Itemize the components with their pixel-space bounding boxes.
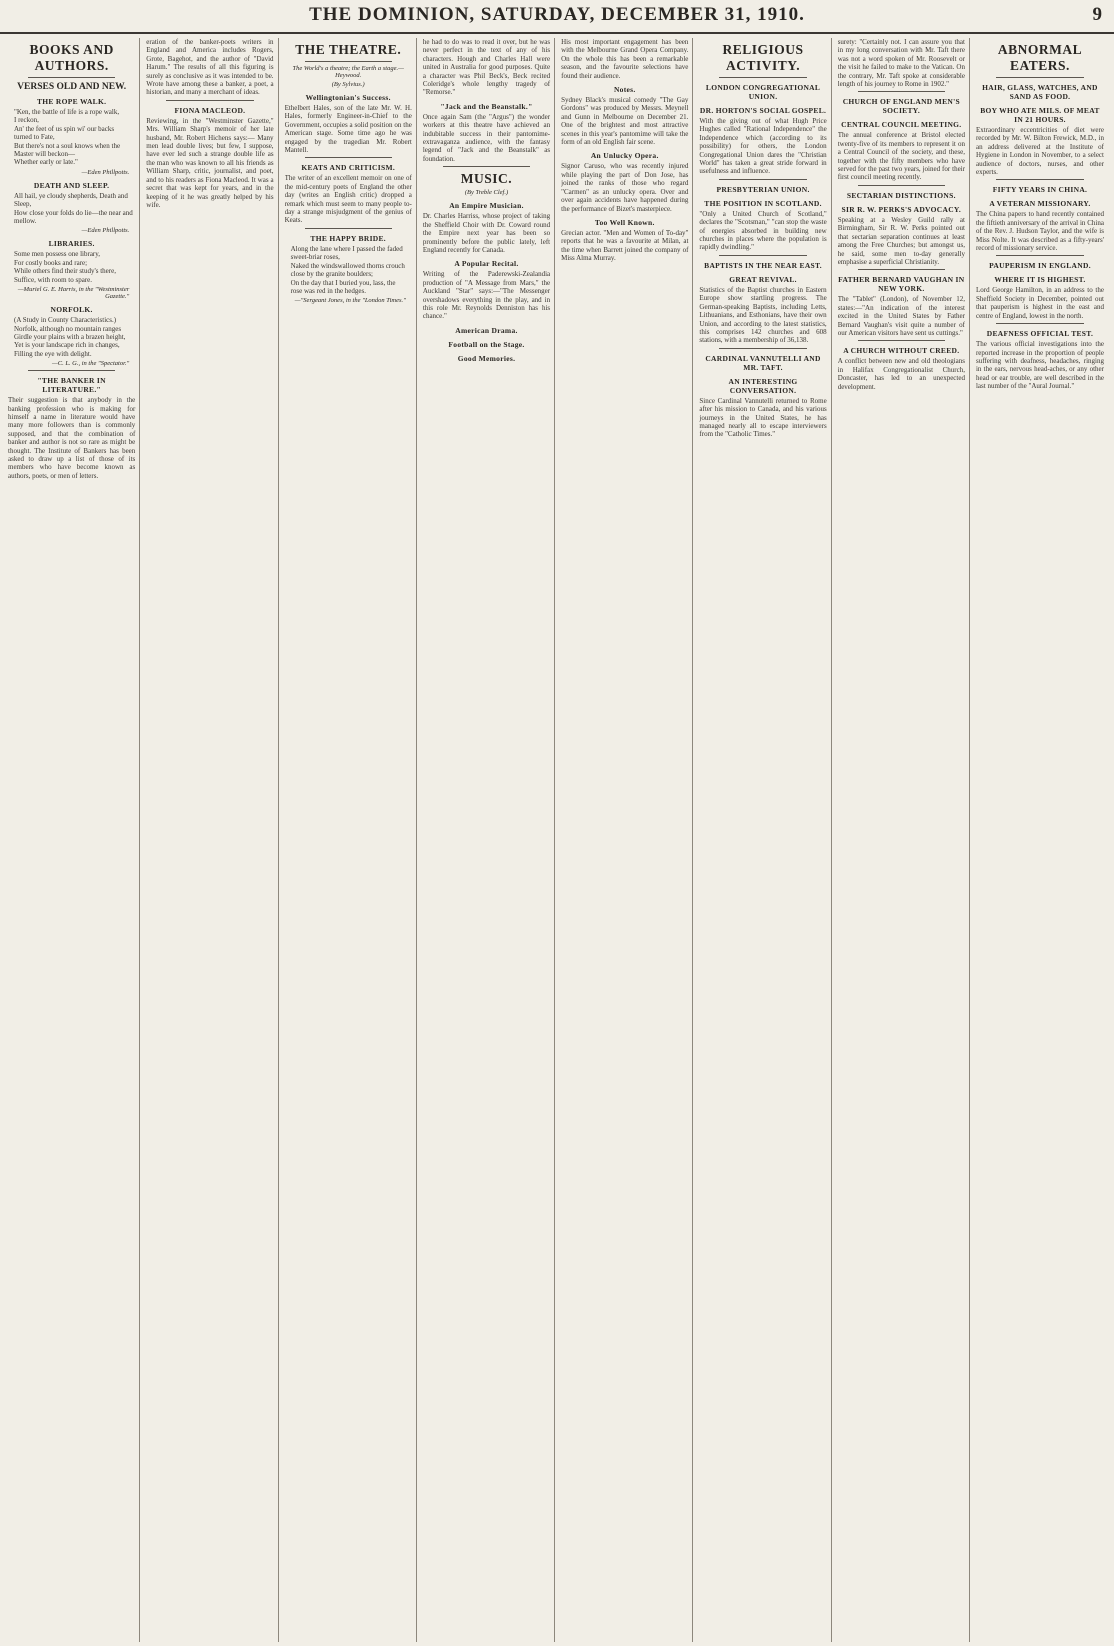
article-text: Their suggestion is that anybody in the banking profession who is making for himself a name in literature would have many more followers than is commonly supposed, and that the combination of banker and author is not so rare as might be thought. The Institute of Bankers has been asked to draw up a list of those of its members who have become known as authors, poets, or men of letters. xyxy=(8,396,136,480)
article-heading: KEATS AND CRITICISM. xyxy=(301,163,395,173)
article-heading: An Unlucky Opera. xyxy=(590,151,659,161)
section-heading: ABNORMAL EATERS. xyxy=(997,42,1083,73)
article-text: Grecian actor. "Men and Women of To-day" reports that he was a favourite at Milan, at the time when Barrett joined the company of Miss Alma Murray. xyxy=(561,228,689,263)
divider xyxy=(858,91,945,92)
article-heading: A CHURCH WITHOUT CREED. xyxy=(843,346,960,356)
article-subheading: DR. HORTON'S SOCIAL GOSPEL. xyxy=(699,106,827,115)
article-text: His most important engagement has been with the Melbourne Grand Opera Company. On the whole this has been a remarkable season, and the favourite selections have found their audience. xyxy=(561,38,689,80)
subheading: VERSES OLD AND NEW. xyxy=(17,82,127,92)
article-text: Signor Caruso, who was recently injured while playing the part of Don Jose, has joined the ranks of those who regard "Carmen" as an unlucky opera. Over and over again accidents have happened during the performance of Bizet's masterpiece. xyxy=(561,162,689,213)
column-theatre xyxy=(285,38,417,1642)
article-subheading: SIR R. W. PERKS'S ADVOCACY. xyxy=(841,204,962,214)
article-text: Once again Sam (the "Argus") the wonder workers at this theatre have achieved an indubitable success in their pantomime-extravaganza audience, with the fantasy legend of "Jack and the Beanstalk" as foundation. xyxy=(422,112,551,163)
divider xyxy=(858,185,945,186)
article-text: Since Cardinal Vannutelli returned to Rome after his mission to Canada, and his various journeys in the United States, he has managed nearly all to escape interviewers from the "Catholic Times." xyxy=(699,396,827,439)
column-theatre-music xyxy=(423,38,555,1642)
article-heading: Notes. xyxy=(613,85,636,95)
masthead xyxy=(0,4,1114,34)
section-heading: MUSIC. xyxy=(460,171,513,187)
divider xyxy=(28,77,115,78)
article-text: "Only a United Church of Scotland," declares the "Scotsman," "can stop the waste of energies absorbed in building new churches in places where the population is rapidly dwindling." xyxy=(699,209,827,252)
poem-title: DEATH AND SLEEP. xyxy=(33,180,110,190)
article-subheading: AN INTERESTING CONVERSATION. xyxy=(728,376,798,395)
article-text: The China papers to hand recently contained the fiftieth anniversary of the arrival in China of the Rev. J. Hudson Taylor, and the wife is Miss Nolte. It was described as a fifty-years' record of missionary service. xyxy=(975,210,1104,253)
section-heading: RELIGIOUS ACTIVITY. xyxy=(722,42,804,73)
article-text: Statistics of the Baptist churches in Eastern Europe show startling progress. The German-speaking Baptists, including Letts, Lithuanians, and Esthonians, have their own Union, and according to the latest statistics, this comprises 142 churches and 608 stations, with a membership of 36,138. xyxy=(699,285,827,345)
divider xyxy=(305,157,392,158)
section-motto: The World's a theatre; the Earth a stage.—Heywood. xyxy=(292,65,404,79)
article-text: The various official investigations into the reported increase in the proportion of people suffering with deafness, headaches, ringing in the ears, nervous head-aches, or any other head or ear trouble, are well described in the last number of the "Aural Journal." xyxy=(975,340,1104,391)
article-heading: PRESBYTERIAN UNION. xyxy=(716,184,810,194)
article-text: he had to do was to read it over, but he was never perfect in the text of any of his characters. Hough and Charles Hall were united in Australia for good purposes. Quite a character was Phil Beck's, Beck recited Coleridge's whole lengthy tragedy of "Remorse." xyxy=(422,38,551,97)
article-text: A conflict between new and old theologians in Halifax Congregationalist Church, Doncaster, has led to an unexpected development. xyxy=(837,357,965,391)
article-heading: Too Well Known. xyxy=(594,217,655,227)
column-religious-activity xyxy=(699,38,831,1642)
poem-author: —"Sergeant Jones, in the "London Times." xyxy=(294,297,406,305)
article-text: Lord George Hamilton, in an address to the Sheffield Society in December, pointed out that pauperism is highest in the east and centre of England, lowest in the north. xyxy=(975,286,1104,320)
divider xyxy=(719,179,806,180)
divider xyxy=(305,61,392,62)
divider xyxy=(858,269,945,270)
article-text: Sydney Black's musical comedy "The Gay Gordons" was produced by Messrs. Meynell and Gunn in Melbourne on December 21. One of the brightest and most attractive scenes in this year's pantomime will take the form of an old English fair scene. xyxy=(561,96,689,147)
divider xyxy=(996,77,1084,78)
poem: Along the lane where I passed the faded sweet-briar roses, Naked the windswallowed thorns crouch close by the granite boulders; On the day that I buried you, lass, the rose was red in the hedges. xyxy=(290,244,405,295)
poem-author: —C. L. G., in the "Spectator." xyxy=(51,360,130,368)
article-text: With the giving out of what Hugh Price Hughes called "Rational Independence" the Independence which (according to its possibility) for others, the London Congregational Union dares the "Christian World" has taken a great stride forward in usefulness and influence. xyxy=(699,117,827,176)
poem: All hail, ye cloudy shepherds, Death and Sleep, How close your folds do lie—the near and mellow. xyxy=(14,191,133,226)
column-church-news xyxy=(838,38,970,1642)
divider xyxy=(305,228,392,229)
article-text: Speaking at a Wesley Guild rally at Birmingham, Sir R. W. Perks pointed out that sectarian separation continues at least among the Free Churches; but amongst us, he said, some men to-day generally emphasise a superficial Christianity. xyxy=(837,215,965,266)
divider xyxy=(996,255,1084,256)
poem-title: NORFOLK. xyxy=(50,305,93,315)
poem: "Ken, the battle of life is a rope walk, I reckon, An' the feet of us spin wi' our backs turned to Fate, But there's not a soul knows when the Master will beckon— Whether early or late." xyxy=(14,108,121,167)
article-text: Ethelbert Hales, son of the late Mr. W. H. Hales, formerly Engineer-in-Chief to the Government, occupies a solid position on the American stage. Some time ago he was engaged by the tragedian Mr. Robert Mantell. xyxy=(284,104,412,155)
columns xyxy=(8,38,1108,1642)
article-heading: FIONA MACLEOD. xyxy=(174,105,246,115)
article-heading: Wellingtonian's Success. xyxy=(305,93,391,102)
article-subheading: CENTRAL COUNCIL MEETING. xyxy=(841,120,962,130)
article-heading: FATHER BERNARD VAUGHAN IN NEW YORK. xyxy=(838,275,965,294)
article-subheading: WHERE IT IS HIGHEST. xyxy=(994,275,1086,285)
article-text: The annual conference at Bristol elected twenty-five of its members to represent it on a Central Council of the society, and these, together with the fifty members who have served for the past two years, joined for their first council meeting recently. xyxy=(837,131,965,182)
section-heading: BOOKS AND AUTHORS. xyxy=(29,42,114,73)
divider xyxy=(719,255,806,256)
article-heading: Good Memories. xyxy=(457,353,516,363)
poem-title: LIBRARIES. xyxy=(48,239,95,249)
column-music-notes xyxy=(561,38,693,1642)
article-subheading: GREAT REVIVAL. xyxy=(729,274,797,284)
byline: (By Sylvius.) xyxy=(331,81,365,88)
article-heading: American Drama. xyxy=(455,325,518,335)
poem-title: THE ROPE WALK. xyxy=(36,97,107,106)
article-heading: A Popular Recital. xyxy=(454,259,519,269)
masthead-title: THE DOMINION, SATURDAY, DECEMBER 31, 1910. xyxy=(309,4,805,25)
poem: (A Study in County Characteristics.) Norfolk, although no mountain ranges Girdle your plains with a brazen height, Yet is your landscape rich in changes, Filling the eye with delight. xyxy=(14,316,126,358)
divider xyxy=(996,179,1084,180)
divider xyxy=(858,340,945,341)
divider xyxy=(28,370,115,371)
column-abnormal-eaters xyxy=(976,38,1108,1642)
article-heading: LONDON CONGREGATIONAL UNION. xyxy=(705,83,821,101)
article-subheading: HAIR, GLASS, WATCHES, AND SAND AS FOOD. xyxy=(982,83,1098,101)
article-subheading: BOY WHO ATE MILS. OF MEAT IN 21 HOURS. xyxy=(980,106,1100,124)
byline: (By Treble Clef.) xyxy=(464,189,509,197)
poem-author: —Eden Phillpotts. xyxy=(81,227,130,235)
article-text: eration of the banker-poets writers in England and America includes Rogers, Grote, Bagehot, and the author of "David Harum." The results of all this figuring is surely as conclusive as it was intended to be. Wrote have among these a banker, a poet, a historian, and many a merchant of ideas. xyxy=(146,38,274,97)
article-text: surety: "Certainly not. I can assure you that in my long conversation with Mr. Taft there was not a word spoken of Mr. Roosevelt or the visit he failed to make to the Vatican. On the contrary, Mr. Taft spoke at considerable length of his journey to Rome in 1902." xyxy=(837,38,965,89)
divider xyxy=(996,323,1084,324)
column-fiona-macleod xyxy=(146,38,278,1642)
article-text: Dr. Charles Harriss, whose project of taking the Sheffield Choir with Dr. Coward round the Empire next year has been so prominently before the public lately, left England recently for Canada. xyxy=(422,212,551,254)
divider xyxy=(166,100,253,101)
article-heading: An Empire Musician. xyxy=(449,201,524,211)
poem-author: —Muriel G. E. Harris, in the "Westminster Gazette." xyxy=(17,286,130,301)
article-heading: CHURCH OF ENGLAND MEN'S SOCIETY. xyxy=(842,97,960,116)
article-heading: CARDINAL VANNUTELLI AND MR. TAFT. xyxy=(705,353,821,372)
article-heading: "THE BANKER IN LITERATURE." xyxy=(37,376,106,395)
article-heading: DEAFNESS OFFICIAL TEST. xyxy=(986,329,1094,339)
article-heading: SECTARIAN DISTINCTIONS. xyxy=(846,190,956,200)
article-heading: BAPTISTS IN THE NEAR EAST. xyxy=(704,260,822,270)
article-subheading: A VETERAN MISSIONARY. xyxy=(989,199,1091,209)
article-heading: Football on the Stage. xyxy=(448,339,525,349)
page-number: 9 xyxy=(1092,4,1102,25)
divider xyxy=(719,348,806,349)
article-text: The "Tablet" (London), of November 12, states:—"An indication of the interest excited in the United States by Father Bernard Vaughan's visit quite a number of our American visitors have sent us cuttings." xyxy=(837,295,965,337)
article-heading: "Jack and the Beanstalk." xyxy=(440,101,533,111)
divider xyxy=(719,77,806,78)
article-subheading: THE POSITION IN SCOTLAND. xyxy=(704,198,822,208)
article-text: The writer of an excellent memoir on one of the mid-century poets of England the other day (writes an English critic) dropped a remark which must seem to many people to-day a strange misjudgment of the genius of Keats. xyxy=(284,174,412,225)
article-text: Extraordinary eccentricities of diet were recorded by Mr. W. Bilton Frewick, M.D., in an address delivered at the Institute of Hygiene in London in November, to a select audience of doctors, nurses, and other experts. xyxy=(975,126,1104,177)
poem-title: THE HAPPY BRIDE. xyxy=(310,233,386,243)
poem: Some men possess one library, For costly books and rare; While others find their study's there, Suffice, with room to spare. xyxy=(14,250,116,284)
article-text: Reviewing, in the "Westminster Gazette," Mrs. William Sharp's memoir of her late husband, Mr. Robert Hichens says:— Many men lead double lives; but few, I suppose, have ever led such a strange double life as the man who was known to all his friends as William Sharp, critic, journalist, and poet, and to his readers as Fiona Macleod. It was a secret that was kept for years, and in the keeping of it he was greatly helped by his wife. xyxy=(146,116,274,209)
article-text: Writing of the Paderewski-Zealandia production of "A Message from Mars," the Auckland "Star" says:—"The Messenger overshadows everything in the play, and in this role Mr. Reynolds Denniston has his chance." xyxy=(422,270,551,321)
article-heading: FIFTY YEARS IN CHINA. xyxy=(992,185,1088,195)
article-heading: PAUPERISM IN ENGLAND. xyxy=(989,261,1091,271)
section-heading: THE THEATRE. xyxy=(295,42,402,57)
column-books-and-authors xyxy=(8,38,140,1642)
poem-author: —Eden Phillpotts. xyxy=(81,168,130,176)
divider xyxy=(443,166,530,167)
